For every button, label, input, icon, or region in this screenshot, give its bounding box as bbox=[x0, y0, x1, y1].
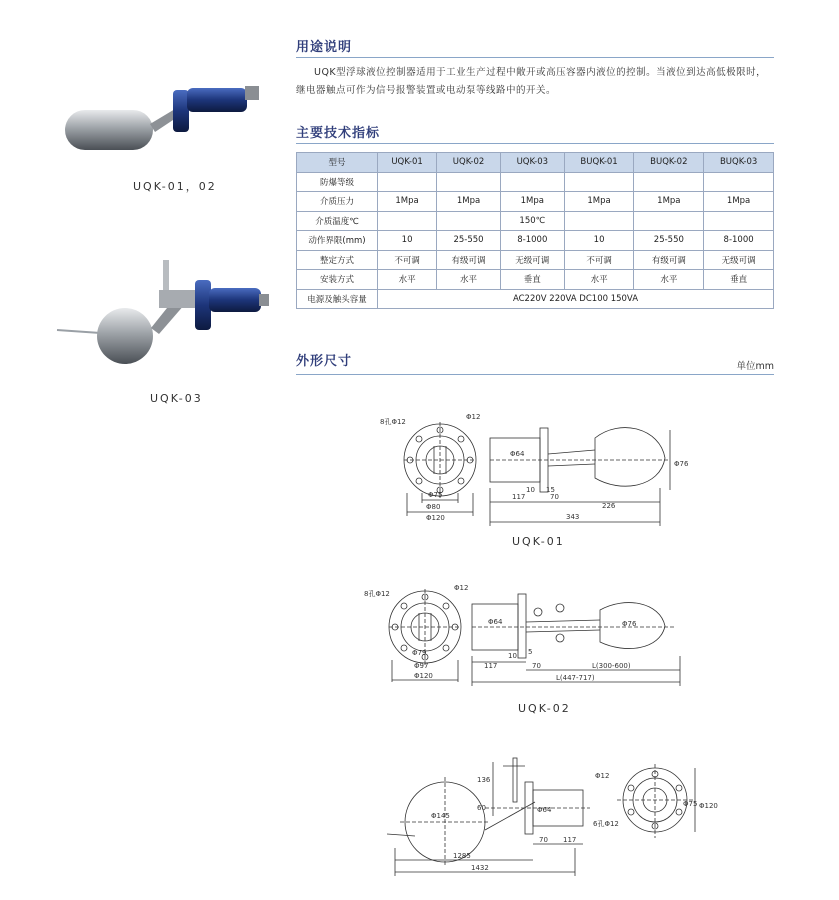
spec-header-cell: UQK-02 bbox=[437, 153, 501, 173]
dim-label: Φ76 bbox=[622, 620, 637, 628]
product-caption: UQK-01，02 bbox=[133, 180, 217, 193]
row-label: 介质压力 bbox=[297, 192, 378, 212]
dim-label: 70 bbox=[532, 662, 541, 670]
table-cell: 150℃ bbox=[500, 211, 564, 231]
spec-header-cell: 型号 bbox=[297, 153, 378, 173]
drawing-uqk-01 bbox=[370, 408, 700, 533]
product-photo-uqk-01-02 bbox=[55, 72, 275, 172]
table-cell bbox=[378, 172, 437, 192]
table-row bbox=[297, 172, 774, 192]
table-row bbox=[297, 192, 774, 212]
hole-label: 8孔Φ12 bbox=[380, 418, 406, 426]
spec-table bbox=[296, 152, 774, 309]
float-ball bbox=[97, 308, 153, 364]
table-cell: 有级可调 bbox=[634, 250, 704, 270]
dim-label: Φ12 bbox=[466, 413, 481, 421]
bracket bbox=[159, 290, 199, 308]
row-label: 介质温度℃ bbox=[297, 211, 378, 231]
product-caption: UQK-03 bbox=[150, 392, 203, 405]
table-cell bbox=[704, 211, 774, 231]
row-label: 防爆等级 bbox=[297, 172, 378, 192]
dim-label: 10 bbox=[508, 652, 517, 660]
dim-label: 226 bbox=[602, 502, 616, 510]
dim-label: 117 bbox=[512, 493, 526, 501]
spec-header-cell: BUQK-01 bbox=[564, 153, 634, 173]
dim-label: 1285 bbox=[453, 852, 471, 860]
table-row bbox=[297, 231, 774, 251]
row-label: 动作界限(mm) bbox=[297, 231, 378, 251]
table-cell: 1Mpa bbox=[634, 192, 704, 212]
table-cell: 水平 bbox=[378, 270, 437, 290]
table-cell: 1Mpa bbox=[564, 192, 634, 212]
switch-housing bbox=[187, 88, 247, 112]
table-cell: 无级可调 bbox=[500, 250, 564, 270]
table-cell: 1Mpa bbox=[437, 192, 501, 212]
table-cell bbox=[500, 172, 564, 192]
dim-label: 136 bbox=[477, 776, 491, 784]
dimensions-title: 外形尺寸 bbox=[296, 354, 353, 369]
dim-label: 70 bbox=[550, 493, 559, 501]
dim-label: 15 bbox=[546, 486, 555, 494]
table-cell: 不可调 bbox=[378, 250, 437, 270]
hole-label: 8孔Φ12 bbox=[364, 590, 390, 598]
table-cell bbox=[378, 211, 437, 231]
product-photo-uqk-03 bbox=[55, 258, 275, 378]
spec-header-cell: BUQK-02 bbox=[634, 153, 704, 173]
dim-label: Φ64 bbox=[537, 806, 552, 814]
dim-label: Φ145 bbox=[431, 812, 450, 820]
drawing-uqk-03 bbox=[385, 752, 725, 882]
table-cell: 25-550 bbox=[634, 231, 704, 251]
dim-label: 60 bbox=[477, 804, 486, 812]
dim-label: Φ79 bbox=[412, 649, 427, 657]
table-cell: 垂直 bbox=[500, 270, 564, 290]
table-cell bbox=[634, 172, 704, 192]
drawing-caption: UQK-01 bbox=[512, 535, 565, 548]
table-cell bbox=[437, 211, 501, 231]
table-cell bbox=[704, 172, 774, 192]
dim-label: 117 bbox=[563, 836, 577, 844]
spec-title: 主要技术指标 bbox=[296, 126, 381, 141]
dim-label: 117 bbox=[484, 662, 498, 670]
dim-label: L(447-717) bbox=[556, 674, 595, 682]
drawing-caption: UQK-02 bbox=[518, 702, 571, 715]
dim-label: Φ75 bbox=[428, 491, 443, 499]
table-cell bbox=[564, 172, 634, 192]
table-row bbox=[297, 211, 774, 231]
spec-title-divider bbox=[296, 143, 774, 144]
dim-label: Φ12 bbox=[595, 772, 610, 780]
table-cell bbox=[634, 211, 704, 231]
table-row bbox=[297, 289, 774, 309]
usage-title: 用途说明 bbox=[296, 40, 353, 55]
table-cell: 10 bbox=[378, 231, 437, 251]
dim-label: Φ120 bbox=[414, 672, 433, 680]
flange bbox=[173, 90, 189, 132]
dim-label: 10 bbox=[526, 486, 535, 494]
table-cell: 8-1000 bbox=[500, 231, 564, 251]
cable-gland bbox=[245, 86, 259, 100]
usage-text: UQK型浮球液位控制器适用于工业生产过程中敞开或高压容器内液位的控制。当液位到达高低极限时，继电器触点可作为信号报警装置或电动泵等线路中的开关。 bbox=[296, 67, 767, 96]
hole-label: 6孔Φ12 bbox=[593, 820, 619, 828]
table-cell: 1Mpa bbox=[378, 192, 437, 212]
dim-label: Φ64 bbox=[510, 450, 525, 458]
dim-label: Φ76 bbox=[674, 460, 689, 468]
float-ball bbox=[65, 110, 153, 150]
table-cell bbox=[437, 172, 501, 192]
row-label: 安装方式 bbox=[297, 270, 378, 290]
table-cell: 水平 bbox=[564, 270, 634, 290]
table-cell: 1Mpa bbox=[500, 192, 564, 212]
table-cell bbox=[564, 211, 634, 231]
drawing-uqk-02 bbox=[360, 582, 700, 692]
table-cell: 无级可调 bbox=[704, 250, 774, 270]
spec-header-row bbox=[297, 153, 774, 173]
dim-label: 5 bbox=[528, 648, 533, 656]
switch-housing bbox=[209, 288, 261, 312]
dim-label: Φ64 bbox=[488, 618, 503, 626]
spec-header-cell: BUQK-03 bbox=[704, 153, 774, 173]
cable-gland bbox=[259, 294, 269, 306]
table-cell-merged: AC220V 220VA DC100 150VA bbox=[378, 289, 774, 309]
dim-label: 70 bbox=[539, 836, 548, 844]
row-label: 电源及触头容量 bbox=[297, 289, 378, 309]
usage-title-divider bbox=[296, 57, 774, 58]
dim-label: Φ75 bbox=[683, 800, 698, 808]
dim-label: 343 bbox=[566, 513, 580, 521]
spec-header-cell: UQK-01 bbox=[378, 153, 437, 173]
dim-label: Φ120 bbox=[699, 802, 718, 810]
dim-label: Φ120 bbox=[426, 514, 445, 522]
table-cell: 水平 bbox=[437, 270, 501, 290]
table-cell: 1Mpa bbox=[704, 192, 774, 212]
flange bbox=[195, 280, 211, 330]
spec-header-cell: UQK-03 bbox=[500, 153, 564, 173]
dim-label: 1432 bbox=[471, 864, 489, 872]
dim-label: Φ80 bbox=[426, 503, 441, 511]
table-cell: 水平 bbox=[634, 270, 704, 290]
unit-label: 单位mm bbox=[736, 361, 774, 372]
table-row bbox=[297, 270, 774, 290]
table-cell: 10 bbox=[564, 231, 634, 251]
table-cell: 有级可调 bbox=[437, 250, 501, 270]
dim-label: L(300-600) bbox=[592, 662, 631, 670]
row-label: 整定方式 bbox=[297, 250, 378, 270]
table-row bbox=[297, 250, 774, 270]
dim-label: Φ12 bbox=[454, 584, 469, 592]
table-cell: 25-550 bbox=[437, 231, 501, 251]
table-cell: 垂直 bbox=[704, 270, 774, 290]
dim-label: Φ97 bbox=[414, 662, 429, 670]
dimensions-title-divider bbox=[296, 374, 774, 375]
table-cell: 8-1000 bbox=[704, 231, 774, 251]
table-cell: 不可调 bbox=[564, 250, 634, 270]
